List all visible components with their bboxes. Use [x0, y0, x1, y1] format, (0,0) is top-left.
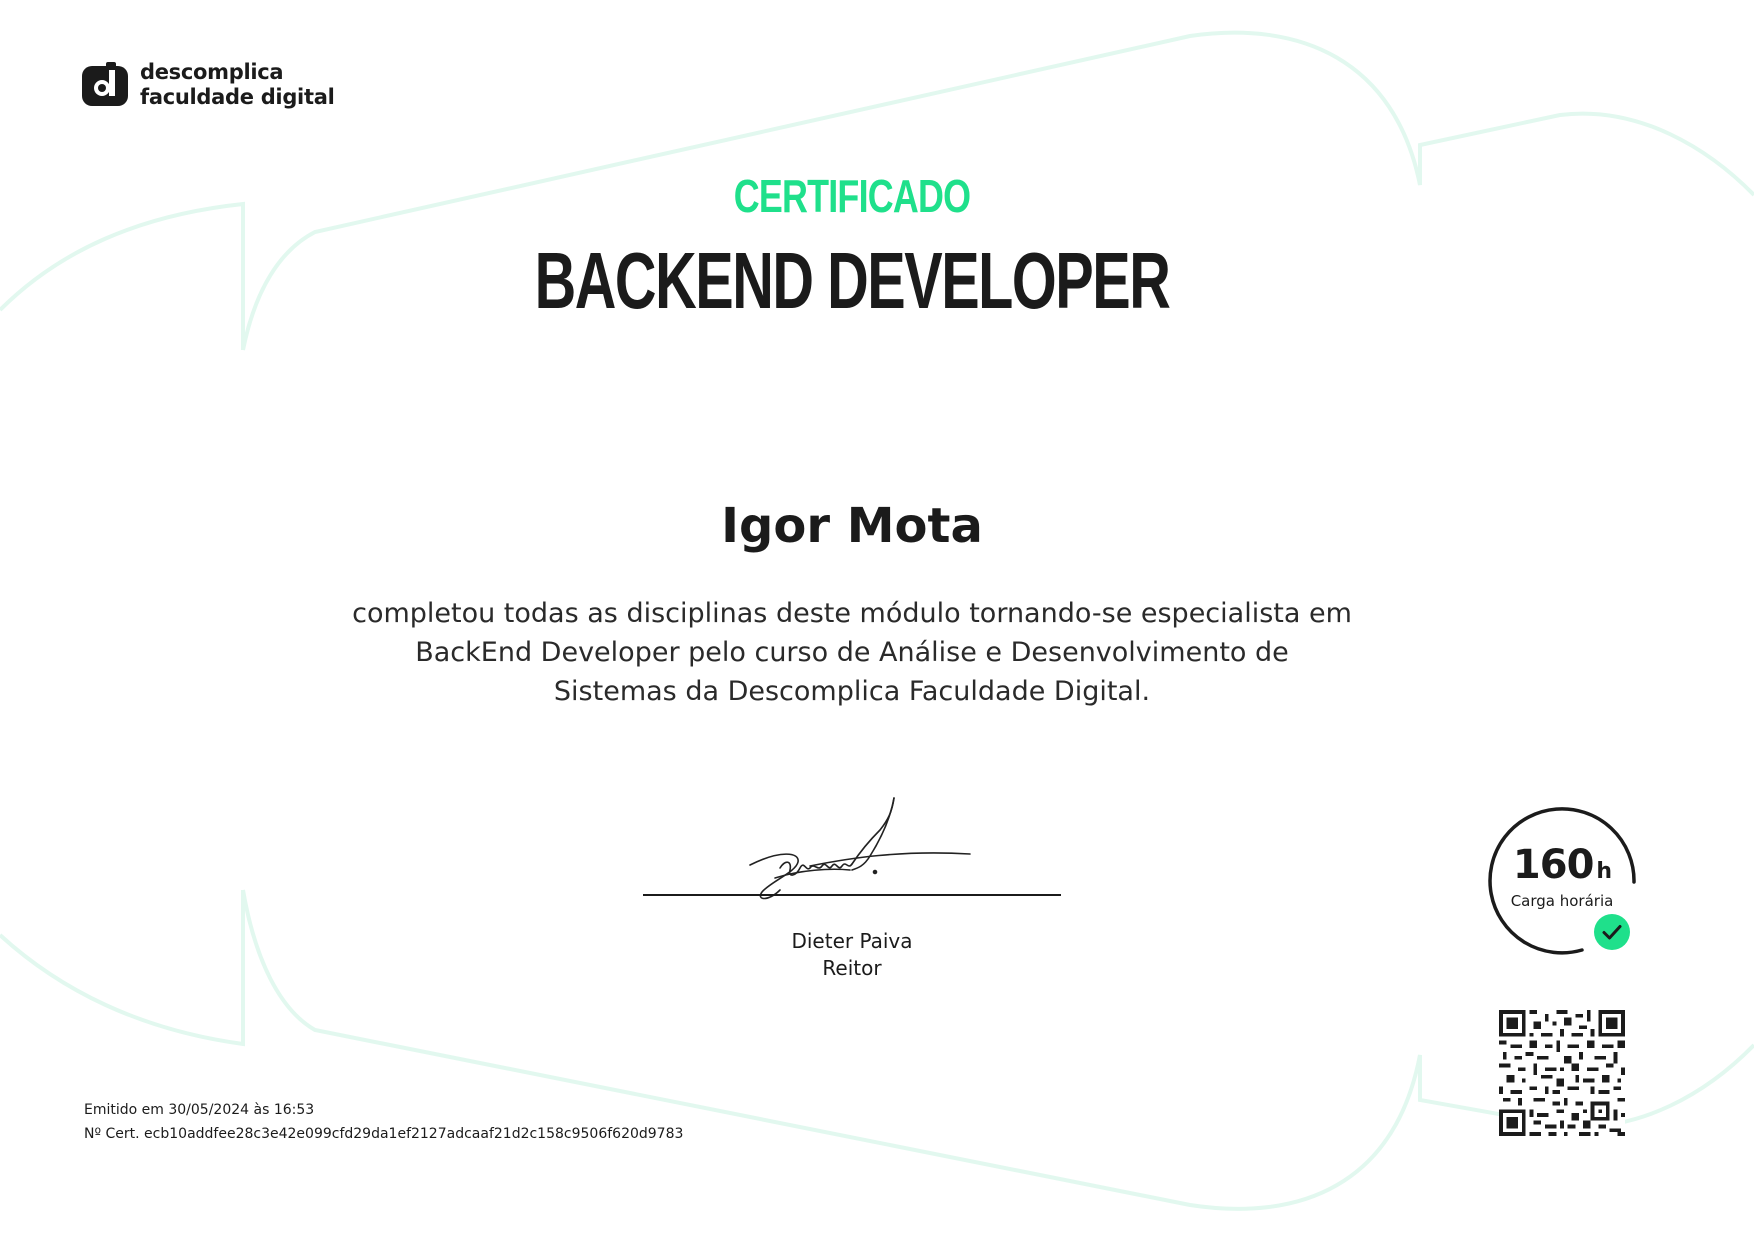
signer-name: Dieter Paiva: [791, 929, 913, 953]
workload-unit: h: [1596, 859, 1612, 884]
workload-badge: [1482, 800, 1642, 960]
course-title: BACKEND DEVELOPER: [534, 236, 1170, 325]
signature-line: [643, 894, 1061, 896]
brand-line-2: faculdade digital: [140, 85, 335, 109]
certificate-description: completou todas as disciplinas deste módulo tornando-se especialista em BackEnd Developer pelo curso de Análise e Desenvolvimento de Sistemas da Descomplica Faculdade Digital.: [352, 598, 1352, 707]
handwritten-signature: [740, 790, 980, 910]
check-icon: [1594, 914, 1630, 950]
certificate-number: Nº Cert. ecb10addfee28c3e42e099cfd29da1ef2127adcaaf21d2c158c9506f620d9783: [84, 1126, 684, 1142]
workload-label: Carga horária: [1510, 892, 1614, 910]
brand-logo: [82, 60, 334, 110]
student-name: Igor Mota: [721, 498, 983, 554]
certificate-kicker: CERTIFICADO: [733, 170, 971, 222]
brand-wordmark: [140, 60, 334, 110]
workload-value: [1482, 842, 1642, 895]
workload-number: 160: [1512, 842, 1594, 888]
issued-date: Emitido em 30/05/2024 às 16:53: [84, 1102, 315, 1118]
signer-role: Reitor: [822, 956, 882, 980]
verification-qr-code[interactable]: [1499, 1010, 1625, 1136]
brand-line-1: descomplica: [140, 60, 284, 84]
descomplica-d-logo-icon: [82, 62, 128, 108]
